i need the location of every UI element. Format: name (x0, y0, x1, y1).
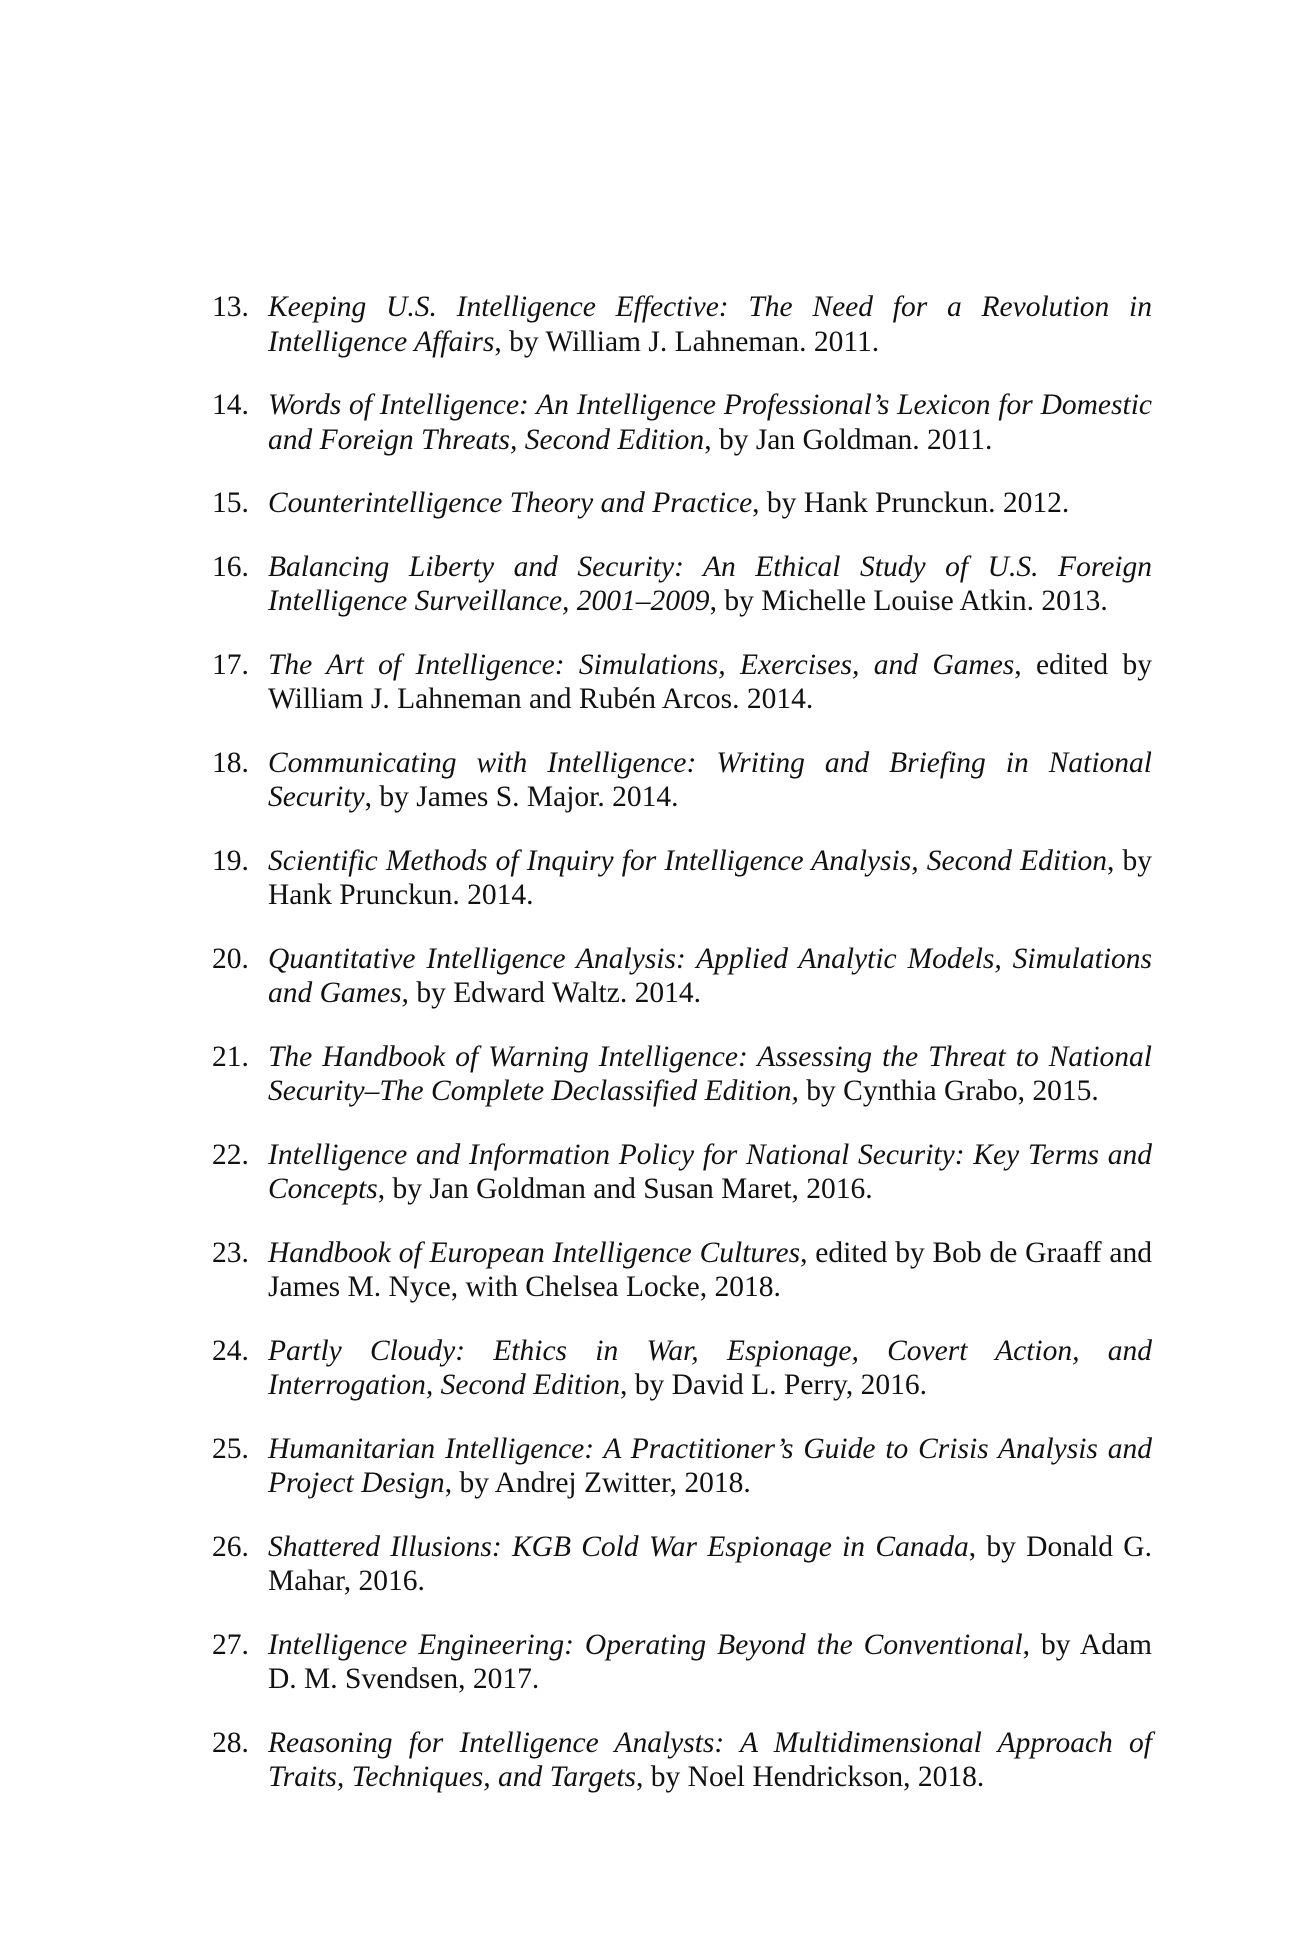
entry-title: Humanitarian Intelligence: A Practitioner’s Guide to Crisis Analysis and Project Design (268, 1432, 1152, 1499)
entry-details: by Cynthia Grabo, 2015. (798, 1075, 1099, 1107)
entry-title: Intelligence Engineering: Operating Beyond the Conventional (268, 1628, 1023, 1661)
entry-number: 15. (212, 487, 249, 519)
entry-details: , by Donald G. Mahar, 2016. (268, 1530, 1152, 1597)
entry-number: 28. (212, 1726, 249, 1759)
entry-title: Balancing Liberty and Security: An Ethical Study of U.S. Foreign Intelligence Surveillance, 2001–2009 (268, 550, 1152, 617)
entry-number: 14. (212, 389, 249, 421)
entry-title: Handbook of European Intelligence Cultures (268, 1236, 801, 1269)
entry-title: Reasoning for Intelligence Analysts: A Multidimensional Approach of Traits, Techniques, and Targets (268, 1726, 1152, 1793)
entry-details: , by Andrej Zwitter, 2018. (444, 1467, 751, 1499)
list-item (212, 746, 1152, 815)
list-item (212, 1726, 1152, 1795)
entry-number: 25. (212, 1432, 249, 1465)
list-item (212, 1334, 1152, 1403)
entry-details: , by William J. Lahneman. 2011. (494, 325, 880, 358)
entry-title: The Art of Intelligence: Simulations, Exercises, and Games (268, 648, 1015, 681)
list-item (212, 1628, 1152, 1697)
list-item (212, 550, 1152, 619)
entry-title: Keeping U.S. Intelligence Effective: The Need for a Revolution in Intelligence Affairs (268, 291, 1152, 358)
entry-number: 26. (212, 1530, 249, 1563)
list-item (212, 844, 1152, 913)
entry-number: 19. (212, 844, 249, 877)
list-item (212, 1138, 1152, 1207)
entry-details: by Edward Waltz. 2014. (408, 977, 701, 1009)
entry-number: 20. (212, 942, 249, 975)
entry-details: , by Michelle Louise Atkin. 2013. (709, 585, 1108, 617)
entry-details: , by Adam D. M. Svendsen, 2017. (268, 1628, 1152, 1695)
entry-details: , edited by William J. Lahneman and Rubén Arcos. 2014. (268, 648, 1152, 715)
list-item (212, 486, 1152, 521)
entry-number: 23. (212, 1236, 249, 1269)
list-item (212, 942, 1152, 1011)
entry-number: 22. (212, 1138, 249, 1171)
entry-title: Scientific Methods of Inquiry for Intelligence Analysis, Second Edition (268, 844, 1107, 877)
list-item (212, 1236, 1152, 1305)
entry-title: Intelligence and Information Policy for National Security: Key Terms and Concepts (268, 1138, 1152, 1205)
entry-number: 17. (212, 648, 249, 681)
entry-details: , edited by Bob de Graaff and James M. Nyce, with Chelsea Locke, 2018. (268, 1236, 1152, 1303)
entry-number: 13. (212, 291, 249, 323)
entry-details: , by Jan Goldman and Susan Maret, 2016. (377, 1173, 873, 1205)
entry-details: , by Jan Goldman. 2011. (704, 423, 993, 456)
entry-number: 16. (212, 550, 249, 583)
list-item (212, 290, 1152, 359)
entry-details: , by James S. Major. 2014. (364, 781, 679, 813)
entry-title: Communicating with Intelligence: Writing and Briefing in National Security (268, 746, 1152, 813)
entry-title: Shattered Illusions: KGB Cold War Espionage in Canada (268, 1530, 969, 1563)
list-item (212, 1040, 1152, 1109)
list-item (212, 388, 1152, 457)
entry-details: , by David L. Perry, 2016. (620, 1369, 928, 1401)
entry-number: 27. (212, 1628, 249, 1661)
entry-title: Partly Cloudy: Ethics in War, Espionage, Covert Action, and Interrogation, Second Edition (268, 1334, 1152, 1401)
entry-details: , by Noel Hendrickson, 2018. (636, 1761, 985, 1793)
entry-title: Counterintelligence Theory and Practice (268, 487, 753, 519)
list-item (212, 1530, 1152, 1599)
entry-number: 24. (212, 1334, 249, 1367)
entry-number: 18. (212, 746, 249, 779)
entry-details: , by Hank Prunckun. 2014. (268, 844, 1153, 911)
entry-number: 21. (212, 1040, 249, 1073)
entry-title: Words of Intelligence: An Intelligence Professional’s Lexicon for Domestic and Foreign Threats, Second Edition (268, 389, 1152, 456)
series-book-list (212, 290, 1152, 1824)
list-item (212, 1432, 1152, 1501)
entry-title: Quantitative Intelligence Analysis: Applied Analytic Models, Simulations and Games, (268, 942, 1152, 1009)
list-item (212, 648, 1152, 717)
entry-details: , by Hank Prunckun. 2012. (752, 487, 1070, 519)
entry-title: The Handbook of Warning Intelligence: Assessing the Threat to National Security–The Complete Declassified Edition, (268, 1040, 1152, 1107)
